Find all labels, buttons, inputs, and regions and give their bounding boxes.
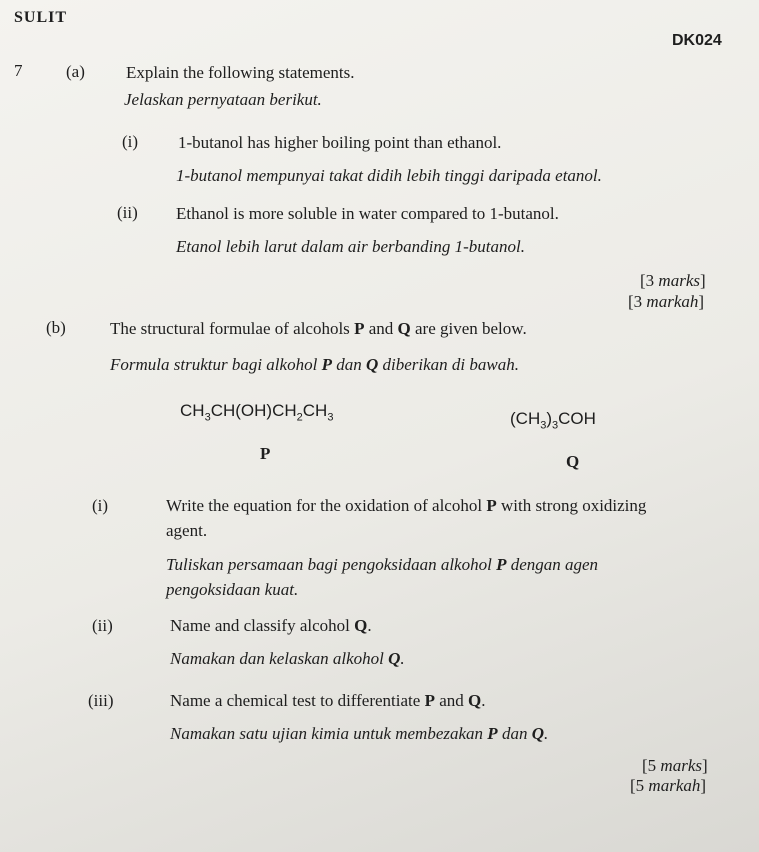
- label-q: Q: [566, 452, 580, 471]
- part-a-i-label: (i): [122, 132, 139, 151]
- part-b-stem-en: The structural formulae of alcohols P and Q are given below.: [110, 319, 527, 338]
- part-a-stem-en: Explain the following statements.: [126, 63, 355, 82]
- part-a-i-en: 1-butanol has higher boiling point than ethanol.: [178, 133, 502, 152]
- header-sulit: SULIT: [14, 9, 68, 26]
- formula-p: $CH_3CH(OH)CH_2CH_3$: [180, 401, 334, 424]
- part-a-label: (a): [66, 62, 85, 81]
- part-b-i-label: (i): [92, 496, 109, 515]
- part-b-iii-en: Name a chemical test to differentiate P and Q.: [170, 691, 486, 710]
- part-b-i-ms-line1: Tuliskan persamaan bagi pengoksidaan alkohol P dengan agen: [166, 555, 599, 574]
- part-a-i-ms: 1-butanol mempunyai takat didih lebih tinggi daripada etanol.: [176, 166, 602, 185]
- part-b-i-en-line2: agent.: [166, 521, 208, 540]
- header-course-code: DK024: [672, 32, 722, 49]
- part-a-stem-ms: Jelaskan pernyataan berikut.: [124, 90, 322, 109]
- markah-word: markah: [646, 292, 699, 311]
- marks-word: marks: [658, 271, 700, 290]
- formula-q: $(CH_3)_3COH$: [510, 409, 596, 432]
- part-a-ii-ms: Etanol lebih larut dalam air berbanding 1-butanol.: [176, 237, 525, 256]
- marks-word: marks: [660, 756, 702, 775]
- part-a-marks-ms: [3 markah]: [628, 292, 705, 311]
- part-a-ii-en: Ethanol is more soluble in water compared to 1-butanol.: [176, 204, 559, 223]
- part-b-marks-en: [5 marks]: [642, 756, 708, 775]
- part-b-label: (b): [46, 318, 66, 337]
- part-b-ii-en: Name and classify alcohol Q.: [170, 616, 372, 635]
- part-a-ii-label: (ii): [117, 203, 138, 222]
- part-b-i-en-line1: Write the equation for the oxidation of alcohol P with strong oxidizing: [166, 496, 647, 515]
- part-b-i-ms-line2: pengoksidaan kuat.: [166, 580, 299, 599]
- part-b-ii-label: (ii): [92, 616, 113, 635]
- question-number: 7: [14, 61, 23, 80]
- part-b-stem-ms: Formula struktur bagi alkohol P dan Q diberikan di bawah.: [110, 355, 519, 374]
- label-p: P: [260, 444, 271, 463]
- part-b-iii-ms: Namakan satu ujian kimia untuk membezakan P dan Q.: [170, 724, 549, 743]
- part-b-iii-label: (iii): [88, 691, 114, 710]
- part-b-marks-ms: [5 markah]: [630, 776, 707, 795]
- part-a-marks-en: [3 marks]: [640, 271, 706, 290]
- part-b-ii-ms: Namakan dan kelaskan alkohol Q.: [170, 649, 405, 668]
- markah-word: markah: [648, 776, 701, 795]
